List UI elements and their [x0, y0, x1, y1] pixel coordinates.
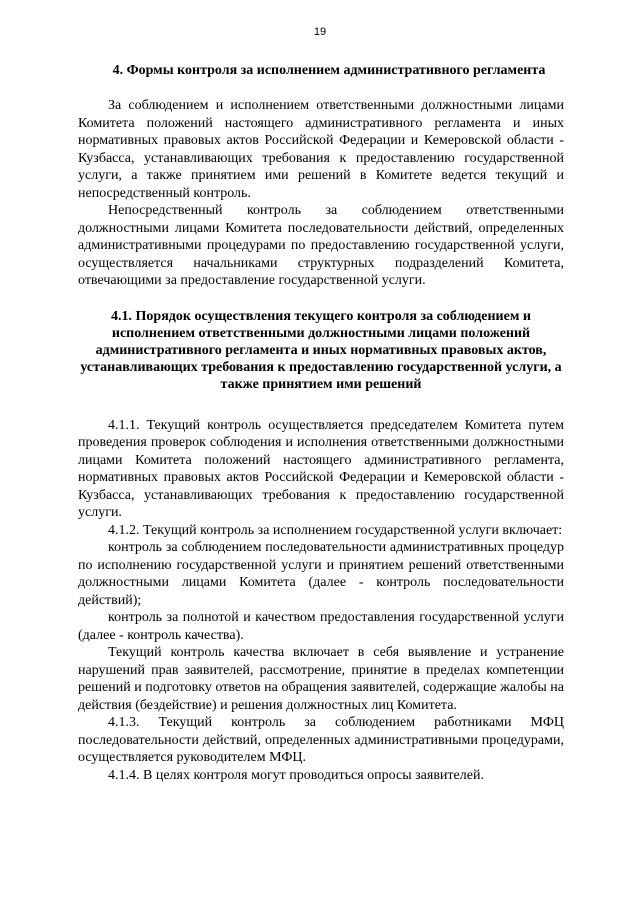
subsection-title: 4.1. Порядок осуществления текущего контроля за соблюдением и исполнением ответственными должностными лицами положений административного регламента и иных нормативных правовых актов, устанавливающих требования к предоставлению государственной услуги, а также принятием ими решений	[80, 308, 562, 392]
subsection-paragraph: 4.1.1. Текущий контроль осуществляется председателем Комитета путем проведения проверок соблюдения и исполнения ответственными должностными лицами Комитета положений настоящего административного регламента, нормативных правовых актов Российской Федерации и Кемеровской области - Кузбасса, устанавливающих требования к предоставлению государственной услуги.	[78, 417, 564, 520]
subsection-paragraph: 4.1.2. Текущий контроль за исполнением государственной услуги включает:	[108, 522, 563, 538]
section-title: 4. Формы контроля за исполнением административного регламента	[112, 63, 546, 78]
subsection-paragraph: контроль за полнотой и качеством предоставления государственной услуги (далее - контроль качества).	[78, 610, 564, 643]
subsection-paragraph: 4.1.4. В целях контроля могут проводиться опросы заявителей.	[108, 767, 484, 783]
document-body	[78, 62, 564, 784]
subsection-paragraph: 4.1.3. Текущий контроль за соблюдением работниками МФЦ последовательности действий, определенных административными процедурами, осуществляется руководителем МФЦ.	[78, 715, 564, 765]
page-number: 19	[313, 26, 327, 38]
subsection-paragraph: Текущий контроль качества включает в себя выявление и устранение нарушений прав заявителей, рассмотрение, принятие в пределах компетенции решений и подготовку ответов на обращения заявителей, содержащие жалобы на действия (бездействие) и решения должностных лиц Комитета.	[78, 645, 564, 713]
subsection-paragraph: контроль за соблюдением последовательности административных процедур по исполнению государственной услуги и принятием решений ответственными должностными лицами Комитета (далее - контроль последовательности действий);	[78, 540, 564, 608]
section-paragraph: За соблюдением и исполнением ответственными должностными лицами Комитета положений настоящего административного регламента и иных нормативных правовых актов Российской Федерации и Кемеровской области - Кузбасса, устанавливающих требования к предоставлению государственной услуги, а также принятием ими решений в Комитете ведется текущий и непосредственный контроль.	[78, 98, 564, 201]
section-paragraph: Непосредственный контроль за соблюдением ответственными должностными лицами Комитета последовательности действий, определенных административными процедурами по предоставлению государственной услуги, осуществляется начальниками структурных подразделений Комитета, отвечающими за предоставление государственной услуги.	[78, 203, 564, 288]
